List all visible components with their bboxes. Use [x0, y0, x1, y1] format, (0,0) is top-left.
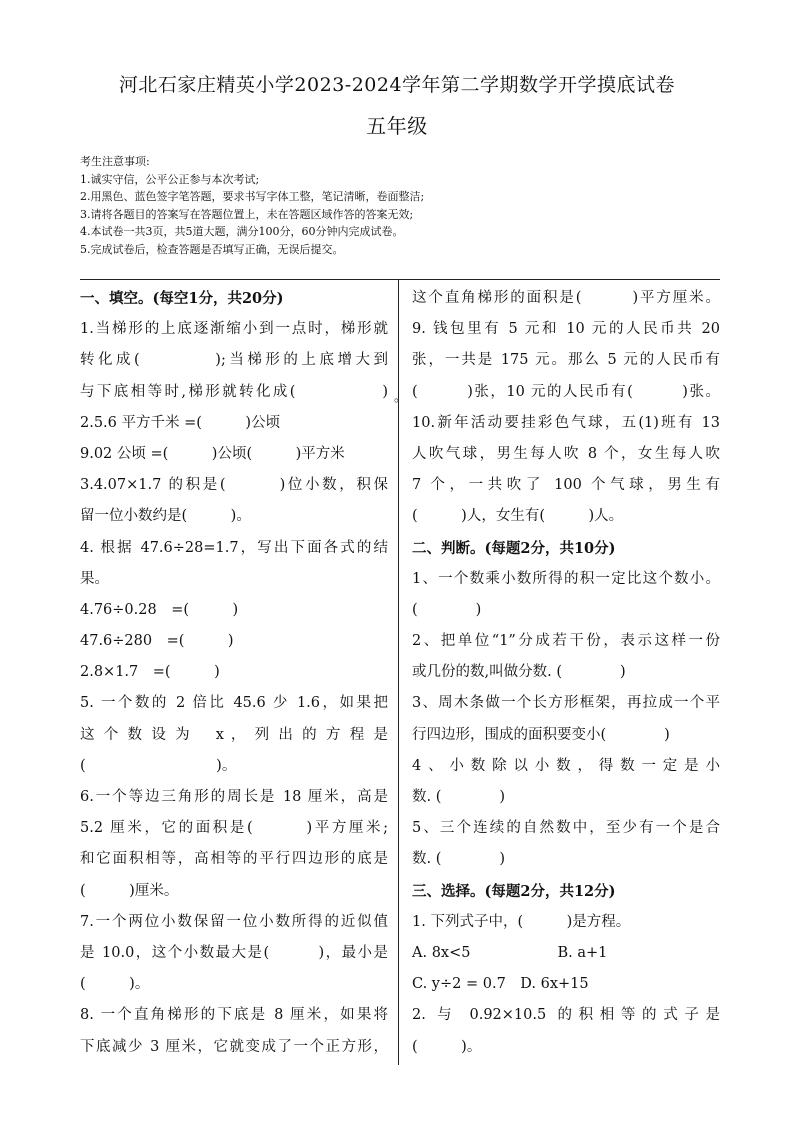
question-line: 数. ( )	[412, 851, 506, 868]
question-line: 5. 一个数的 2 倍比 45.6 少 1.6，如果把	[80, 695, 388, 712]
question-line: 7 个，一共吹了 100 个气球，男生有	[412, 477, 720, 494]
question-line: 2. 与 0.92×10.5 的积相等的式子是	[412, 1007, 720, 1024]
question-line: 与下底相等时,梯形就转化成( )	[80, 383, 388, 400]
note-item: 5.完成试卷后，检查答题是否填写正确，无误后提交。	[80, 242, 344, 256]
question-line: 2.8×1.7 =( )	[80, 664, 220, 681]
question-line: ( )厘米。	[80, 882, 179, 899]
question-line: 下底减少 3 厘米，它就变成了一个正方形，	[80, 1038, 388, 1055]
question-line: 5、三个连续的自然数中，至少有一个是合	[412, 820, 720, 837]
question-line: 果。	[80, 570, 109, 587]
question-line: 1.当梯形的上底逐渐缩小到一点时，梯形就	[80, 321, 388, 338]
question-line: 留一位小数约是( )。	[80, 508, 251, 525]
question-line: 10.新年活动要挂彩色气球，五(1)班有 13	[412, 414, 720, 431]
question-line: ( )。	[80, 757, 237, 774]
question-line: 数. ( )	[412, 789, 506, 805]
question-line: 9.02 公顷 =( )公顷( )平方米	[80, 445, 345, 462]
question-line: 1、一个数乘小数所得的积一定比这个数小。	[412, 570, 720, 587]
question-line: ( )人，女生有( )人。	[412, 508, 624, 525]
left-column	[80, 283, 388, 1063]
section-heading-fill-in: 一、填空。(每空1分，共20分)	[80, 290, 284, 307]
exam-notes	[80, 153, 740, 258]
question-line: 2、把单位“1”分成若干份，表示这样一份	[412, 633, 720, 650]
question-line: 4. 根据 47.6÷28=1.7，写出下面各式的结	[80, 539, 388, 556]
question-line: 人吹气球，男生每人吹 8 个，女生每人吹	[412, 445, 720, 462]
exam-title: 河北石家庄精英小学2023-2024学年第二学期数学开学摸底试卷	[118, 74, 676, 96]
note-item: 3.请将各题目的答案写在答题位置上，未在答题区域作答的答案无效;	[80, 207, 414, 221]
question-line: 张，一共是 175 元。那么 5 元的人民币有	[412, 352, 720, 369]
question-line: 47.6÷280 =( )	[80, 633, 234, 650]
question-line: 8. 一个直角梯形的下底是 8 厘米，如果将	[80, 1007, 388, 1024]
question-line: 或几份的数,叫做分数. ( )	[412, 664, 626, 681]
question-line: 这个直角梯形的面积是( )平方厘米。	[412, 290, 720, 306]
binding-dot: 。	[394, 390, 408, 405]
header-divider	[80, 279, 720, 280]
question-line: 行四边形，围成的面积要变小( )	[412, 726, 670, 743]
question-line: 这 个 数 设 为 x ， 列 出 的 方 程 是	[80, 726, 388, 743]
question-line: 2.5.6 平方千米 =( )公顷	[80, 414, 281, 431]
right-column	[412, 283, 720, 1063]
grade-label: 五年级	[366, 114, 428, 138]
question-line: ( )。	[80, 976, 150, 993]
note-item: 2.用黑色、蓝色签字笔答题，要求书写字体工整，笔记清晰，卷面整洁;	[80, 190, 425, 203]
choice-line: A. 8x<5 B. a+1	[412, 944, 608, 961]
question-line: 转化成( );当梯形的上底增大到	[80, 352, 388, 369]
question-line: 4.76÷0.28 =( )	[80, 601, 239, 618]
question-line: ( )。	[412, 1038, 482, 1055]
notes-heading: 考生注意事项:	[80, 155, 150, 168]
section-heading-multiple-choice: 三、选择。(每题2分，共12分)	[412, 882, 616, 900]
note-item: 4.本试卷一共3页，共5道大题，满分100分，60分钟内完成试卷。	[80, 225, 404, 238]
note-item: 1.诚实守信，公平公正参与本次考试;	[80, 172, 260, 186]
question-line: ( )	[412, 601, 482, 618]
question-line: 3、周木条做一个长方形框架，再拉成一个平	[412, 695, 720, 712]
question-line: 是 10.0，这个小数最大是( )，最小是	[80, 944, 388, 961]
question-line: ( )张，10 元的人民币有( )张。	[412, 383, 720, 400]
section-heading-true-false: 二、判断。(每题2分，共10分)	[412, 539, 616, 557]
choice-line: C. y÷2 = 0.7 D. 6x+15	[412, 976, 589, 993]
question-line: 4、小数除以小数，得数一定是小	[412, 757, 720, 774]
question-line: 5.2 厘米，它的面积是( )平方厘米;	[80, 820, 388, 837]
question-line: 1. 下列式子中，( )是方程。	[412, 913, 631, 930]
question-line: 9. 钱包里有 5 元和 10 元的人民币共 20	[412, 321, 720, 338]
question-line: 7.一个两位小数保留一位小数所得的近似值	[80, 913, 388, 930]
question-line: 3.4.07×1.7 的积是( )位小数，积保	[80, 477, 388, 494]
question-line: 和它面积相等，高相等的平行四边形的底是	[80, 851, 388, 868]
question-line: 6.一个等边三角形的周长是 18 厘米，高是	[80, 789, 388, 805]
